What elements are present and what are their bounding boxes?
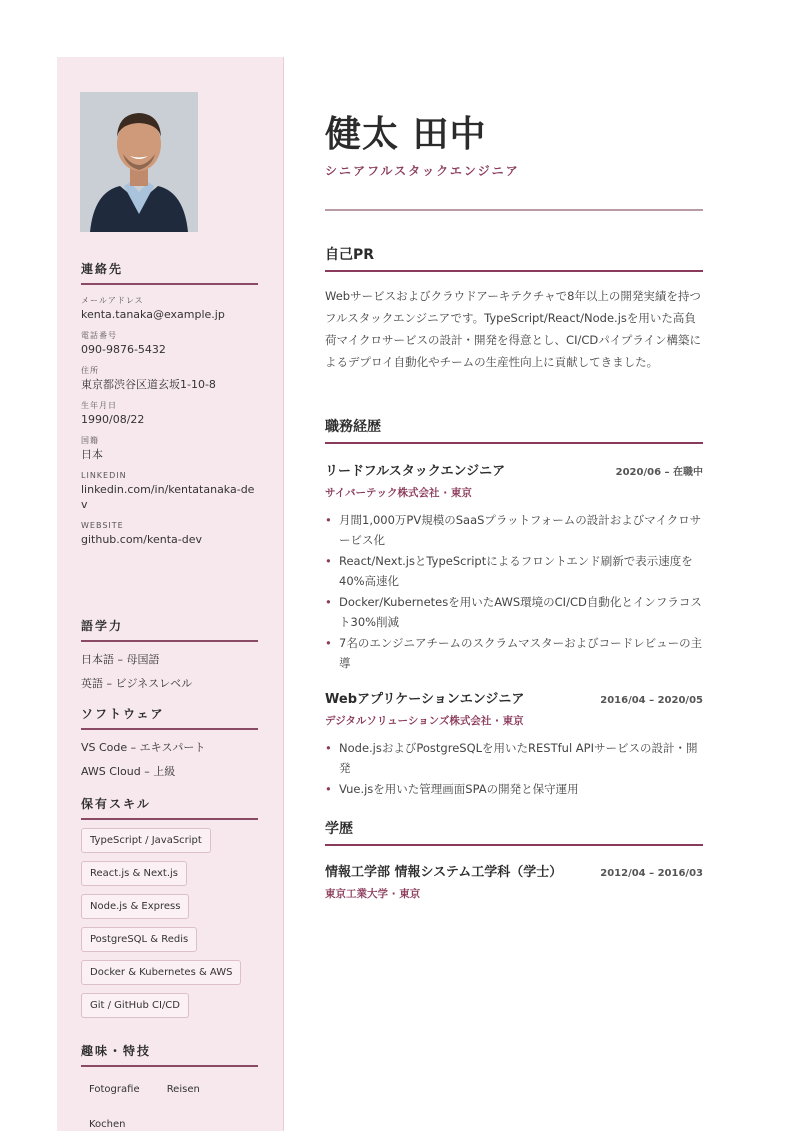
list-item: • Vue.jsを用いた管理画面SPAの開発と保守運用	[337, 779, 703, 799]
job-bullets	[325, 510, 703, 673]
field-label: 電話番号	[81, 331, 117, 340]
field-label: WEBSITE	[81, 521, 124, 530]
education-entry	[325, 861, 703, 901]
job-date: 2020/06 – 在職中	[615, 467, 703, 478]
pr-text: Webサービスおよびクラウドアーキテクチャで8年以上の開発実績を持つフルスタックエンジニアです。TypeScript/React/Node.jsを用いた高負荷マイクロサービスの設計・開発を得意とし、CI/CDパイプライン構築によるデプロイ自動化やチームの生産性向上に貢献してきました。	[325, 289, 702, 369]
software-item: VS Code – エキスパート	[81, 741, 206, 754]
sidebar	[57, 57, 284, 1131]
hobby-item: Reisen	[166, 1084, 200, 1095]
skill-chip: Node.js & Express	[81, 894, 189, 919]
header-divider	[325, 209, 703, 211]
language-item: 英語 – ビジネスレベル	[81, 677, 193, 690]
list-item: • React/Next.jsとTypeScriptによるフロントエンド刷新で表示速度を40%高速化	[337, 551, 703, 591]
hobbies-title: 趣味・特技	[81, 1042, 258, 1067]
job-entry	[325, 460, 703, 674]
experience-title: 職務経歴	[325, 416, 703, 444]
language-item: 日本語 – 母国語	[81, 653, 160, 666]
job-date: 2016/04 – 2020/05	[600, 695, 703, 706]
skill-chip: PostgreSQL & Redis	[81, 927, 197, 952]
linkedin-link[interactable]: linkedin.com/in/kentatanaka-dev	[81, 483, 255, 511]
skill-chip: Docker & Kubernetes & AWS	[81, 960, 241, 985]
languages-section	[81, 617, 258, 696]
software-item: AWS Cloud – 上級	[81, 765, 176, 778]
job-role: シニアフルスタックエンジニア	[325, 164, 520, 178]
skill-chip: Git / GitHub CI/CD	[81, 993, 189, 1018]
job-title: Webアプリケーションエンジニア	[325, 692, 525, 707]
contact-birthdate	[81, 400, 258, 427]
software-section	[81, 705, 258, 784]
hobby-item: Fotografie	[89, 1084, 140, 1095]
list-item: • Docker/Kubernetesを用いたAWS環境のCI/CD自動化とインフラコスト30%削減	[337, 592, 703, 632]
list-item: • 7名のエンジニアチームのスクラムマスターおよびコードレビューの主導	[337, 633, 703, 673]
languages-title: 語学力	[81, 617, 258, 642]
contact-linkedin	[81, 470, 258, 512]
pr-title: 自己PR	[325, 244, 703, 272]
field-value[interactable]: kenta.tanaka@example.jp	[81, 308, 225, 321]
field-value: 090-9876-5432	[81, 343, 166, 356]
education-date: 2012/04 – 2016/03	[600, 868, 703, 879]
contact-section	[81, 260, 258, 547]
job-title: リードフルスタックエンジニア	[325, 464, 506, 479]
contact-phone	[81, 330, 258, 357]
contact-website	[81, 520, 258, 547]
school-name: 東京工業大学 · 東京	[325, 888, 421, 900]
job-entry	[325, 688, 703, 800]
contact-title: 連絡先	[81, 260, 258, 285]
field-value: 1990/08/22	[81, 413, 145, 426]
skills-section	[81, 795, 258, 1026]
field-value: 日本	[81, 448, 103, 461]
contact-nationality	[81, 435, 258, 462]
job-company: サイバーテック株式会社 · 東京	[325, 487, 472, 499]
hobbies-section	[81, 1042, 258, 1141]
software-title: ソフトウェア	[81, 705, 258, 730]
education-title: 学歴	[325, 818, 703, 846]
skills-title: 保有スキル	[81, 795, 258, 820]
contact-email	[81, 295, 258, 322]
degree-title: 情報工学部 情報システム工学科（学士）	[325, 865, 563, 880]
skill-chip: TypeScript / JavaScript	[81, 828, 211, 853]
field-label: LINKEDIN	[81, 471, 127, 480]
field-value: 東京都渋谷区道玄坂1-10-8	[81, 378, 216, 391]
field-label: メールアドレス	[81, 296, 144, 305]
field-label: 住所	[81, 366, 99, 375]
person-portrait-icon	[80, 92, 198, 232]
field-label: 国籍	[81, 436, 99, 445]
skill-chip: React.js & Next.js	[81, 861, 187, 886]
field-label: 生年月日	[81, 401, 117, 410]
list-item: • 月間1,000万PV規模のSaaSプラットフォームの設計およびマイクロサービス化	[337, 510, 703, 550]
list-item: • Node.jsおよびPostgreSQLを用いたRESTful APIサービスの設計・開発	[337, 738, 703, 778]
hobby-item: Kochen	[89, 1119, 126, 1130]
job-bullets	[325, 738, 703, 799]
person-name: 健太 田中	[325, 114, 487, 155]
profile-photo	[80, 92, 198, 232]
website-link[interactable]: github.com/kenta-dev	[81, 533, 202, 546]
job-company: デジタルソリューションズ株式会社 · 東京	[325, 715, 524, 727]
contact-address	[81, 365, 258, 392]
